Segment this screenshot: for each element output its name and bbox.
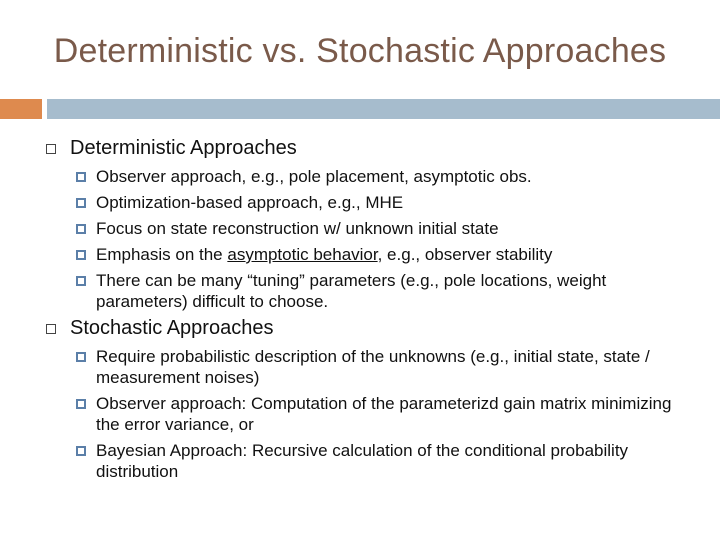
- section-heading-text: Deterministic Approaches: [70, 137, 297, 159]
- square-bullet-icon: [76, 198, 86, 208]
- square-bullet-icon: [76, 224, 86, 234]
- accent-bar-orange: [0, 99, 42, 119]
- section-heading-deterministic: [44, 136, 694, 161]
- square-bullet-icon: [76, 399, 86, 409]
- list-item: [44, 440, 694, 482]
- list-item: [44, 192, 694, 213]
- list-item: [44, 166, 694, 187]
- square-bullet-icon: [76, 172, 86, 182]
- list-item-text: Focus on state reconstruction w/ unknown initial state: [96, 219, 499, 238]
- bullet-list: [44, 132, 694, 482]
- list-item: [44, 218, 694, 239]
- square-bullet-icon: [76, 352, 86, 362]
- section-heading-stochastic: [44, 316, 694, 341]
- list-item: [44, 270, 694, 312]
- list-item-text: , e.g., observer stability: [377, 245, 553, 264]
- list-item-text: Bayesian Approach: Recursive calculation of the conditional probability distribution: [96, 441, 629, 481]
- hollow-square-bullet-icon: [46, 324, 56, 334]
- slide-title: Deterministic vs. Stochastic Approaches: [53, 32, 667, 70]
- square-bullet-icon: [76, 446, 86, 456]
- list-item-text: Require probabilistic description of the unknowns (e.g., initial state, state / measurement noises): [96, 347, 650, 387]
- section-heading-text: Stochastic Approaches: [70, 317, 274, 339]
- list-item: [44, 393, 694, 435]
- underlined-term: asymptotic behavior: [227, 245, 378, 264]
- list-item-text: Emphasis on the: [96, 245, 228, 264]
- list-item-text: There can be many “tuning” parameters (e.g., pole locations, weight parameters) difficult to choose.: [96, 271, 607, 311]
- list-item-text: Observer approach: Computation of the parameterizd gain matrix minimizing the error variance, or: [96, 394, 672, 434]
- list-item-text: Observer approach, e.g., pole placement, asymptotic obs.: [96, 167, 532, 186]
- list-item: [44, 244, 694, 265]
- list-item-text: Optimization-based approach, e.g., MHE: [96, 193, 404, 212]
- hollow-square-bullet-icon: [46, 144, 56, 154]
- list-item: [44, 346, 694, 388]
- accent-bar-blue: [47, 99, 720, 119]
- square-bullet-icon: [76, 250, 86, 260]
- square-bullet-icon: [76, 276, 86, 286]
